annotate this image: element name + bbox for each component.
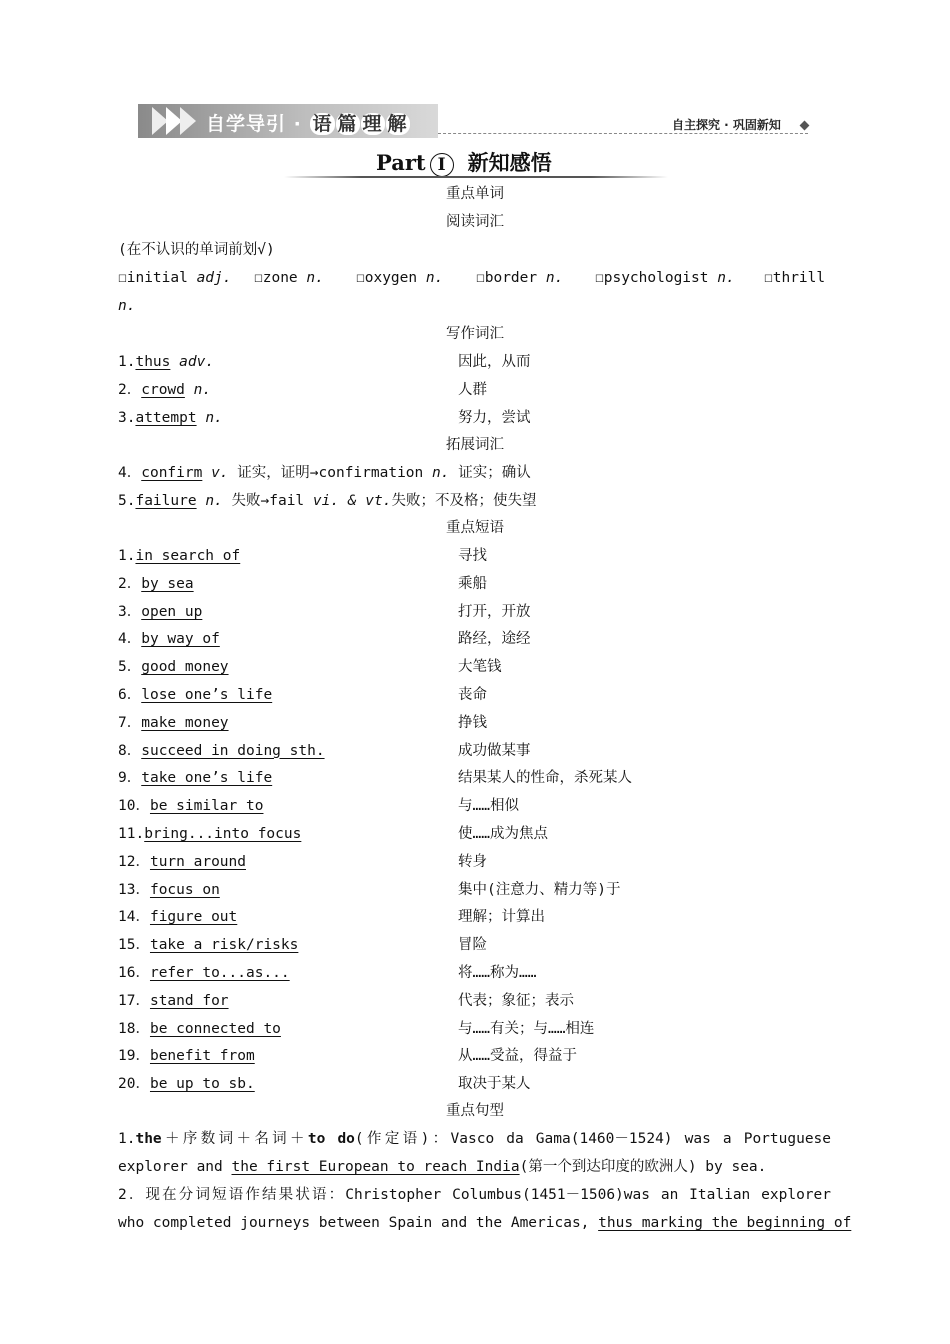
pattern-keyword: to do (307, 1131, 355, 1147)
phrase-item (118, 657, 229, 677)
banner-highlight-char: 篇 (337, 113, 358, 135)
pos: n. (193, 382, 212, 398)
meaning: 代表；象征；表示 (458, 992, 574, 1009)
phrase-item (118, 741, 325, 761)
meaning: 证实；确认 (449, 465, 531, 481)
meaning: 理解；计算出 (458, 909, 545, 926)
word: initial (126, 270, 188, 286)
item-number: 16． (118, 965, 150, 981)
pos: n. (545, 270, 564, 286)
item-number: 12． (118, 853, 150, 870)
answer: thus (135, 354, 171, 370)
banner-divider (438, 133, 808, 134)
meaning: 失败；不及格；使失望 (391, 493, 537, 509)
item-number: 20． (118, 1076, 150, 1093)
item-number: 1. (118, 548, 136, 564)
reading-word (356, 268, 443, 288)
item-number: 5． (118, 659, 142, 676)
answer: take one’s life (141, 770, 273, 787)
item-number: 6． (118, 687, 142, 703)
meaning: 从……受益，得益于 (458, 1048, 577, 1065)
phrase-item (118, 574, 194, 594)
item-number: 1. (118, 1131, 136, 1147)
answer: by sea (141, 575, 194, 592)
item-number: 9． (118, 770, 142, 787)
item-number: 14． (118, 909, 150, 926)
answer: the first European to reach India (231, 1159, 520, 1175)
part-label: Part (376, 150, 426, 175)
reading-word (595, 268, 735, 288)
reading-word (764, 268, 825, 288)
writing-word (118, 380, 211, 400)
item-number: 17． (118, 992, 150, 1009)
meaning: 努力，尝试 (458, 410, 531, 426)
banner-highlight-char: 语 (312, 113, 333, 135)
sentence-line (118, 1129, 831, 1149)
right-tag: 自主探究 · 巩固新知 (672, 118, 781, 132)
phrase-item (118, 1019, 281, 1039)
sentence-text: who completed journeys between Spain and the Americas, (118, 1215, 599, 1231)
sentence-text: explorer and (118, 1159, 232, 1175)
item-number: 2． (118, 382, 142, 398)
pos: vi. & vt. (312, 493, 392, 509)
checkbox-icon: ☐ (595, 270, 604, 286)
phrase-item (118, 1046, 255, 1066)
item-number: 2． (118, 575, 142, 592)
meaning: 成功做某事 (458, 742, 531, 759)
meaning: 冒险 (458, 937, 487, 954)
checkbox-icon: ☐ (254, 270, 263, 286)
item-number: 3. (118, 410, 136, 426)
extended-word (118, 463, 531, 483)
banner-highlight-char: 理 (362, 113, 383, 135)
answer: crowd (141, 382, 185, 398)
item-number: 1. (118, 354, 136, 370)
answer: benefit from (149, 1048, 255, 1065)
pattern-rule: ＋序数词＋名词＋ (161, 1131, 308, 1147)
pos: n. (205, 493, 223, 509)
word-family: 失败→fail (222, 493, 313, 509)
sentence-line: 2．现在分词短语作结果状语：Christopher Columbus(1451－1506)was an Italian explorer (118, 1187, 831, 1203)
pos: adj. (196, 270, 232, 286)
item-number: 3． (118, 603, 142, 620)
word: border (484, 270, 538, 286)
phrase-item (118, 852, 246, 872)
answer: thus marking the beginning of (598, 1215, 852, 1231)
heading-key-sentences: 重点句型 (446, 1103, 504, 1119)
part-cn: 新知感悟 (467, 151, 552, 175)
writing-word (118, 408, 223, 428)
heading-extended-vocab: 拓展词汇 (446, 437, 504, 453)
checkbox-icon: ☐ (764, 270, 773, 286)
pos: n. (205, 410, 223, 426)
meaning: 乘船 (458, 575, 487, 592)
phrase-item (118, 713, 229, 733)
answer: by way of (141, 631, 220, 648)
answer: make money (141, 714, 229, 731)
phrase-item (118, 824, 301, 844)
checkbox-icon: ☐ (118, 270, 127, 286)
phrase-item (118, 685, 272, 705)
answer: succeed in doing sth. (141, 742, 325, 759)
answer: be similar to (149, 798, 264, 815)
word: zone (262, 270, 298, 286)
answer: be connected to (149, 1020, 281, 1037)
answer: bring...into focus (144, 826, 302, 842)
instruction: (在不认识的单词前划√) (118, 242, 275, 258)
writing-word (118, 352, 214, 372)
answer: in search of (135, 548, 241, 564)
banner-title (206, 109, 410, 136)
answer: open up (141, 603, 203, 620)
checkbox-icon: ☐ (476, 270, 485, 286)
reading-word (118, 268, 232, 288)
phrase-item (118, 546, 240, 566)
word: thrill (772, 270, 826, 286)
answer: good money (141, 659, 229, 676)
pattern-rule: (作定语)：Vasco da Gama(1460－1524) was a Portuguese (354, 1131, 832, 1147)
phrase-item (118, 768, 272, 788)
item-number: 19． (118, 1048, 150, 1065)
heading-key-phrases: 重点短语 (446, 520, 504, 536)
pos: n. (717, 270, 735, 286)
diamond-icon (800, 121, 810, 131)
banner-highlight-char: 解 (387, 113, 408, 135)
meaning: 因此，从而 (458, 354, 531, 370)
answer: confirm (141, 465, 203, 481)
heading-writing-vocab: 写作词汇 (446, 326, 504, 342)
phrase-item (118, 907, 237, 927)
part-title (376, 147, 552, 177)
pos: n. (118, 298, 136, 314)
banner-dot: · (293, 113, 302, 135)
answer: lose one’s life (141, 687, 273, 703)
answer: focus on (149, 881, 220, 898)
phrase-item (118, 935, 298, 955)
answer: refer to...as... (149, 965, 290, 981)
part-roman: I (430, 153, 454, 177)
answer: be up to sb. (149, 1076, 255, 1093)
meaning: 转身 (458, 853, 487, 870)
section-banner (138, 104, 438, 138)
sentence-line (118, 1157, 766, 1177)
phrase-item (118, 1074, 255, 1094)
pattern-keyword: the (135, 1131, 162, 1147)
word: oxygen (364, 270, 418, 286)
banner-plain: 自学导引 (206, 113, 287, 135)
meaning: 路经，途经 (458, 631, 531, 648)
meaning: 寻找 (458, 548, 487, 564)
item-number: 10． (118, 798, 150, 815)
item-number: 5. (118, 493, 136, 509)
phrase-item (118, 629, 220, 649)
phrase-item (118, 963, 290, 983)
pos: n. (306, 270, 324, 286)
meaning: 大笔钱 (458, 659, 502, 676)
meaning: 集中(注意力、精力等)于 (458, 881, 621, 898)
meaning: 人群 (458, 382, 487, 398)
phrase-item (118, 796, 263, 816)
pos: v. (211, 465, 229, 481)
chevron-icon (180, 107, 196, 135)
meaning: 打开，开放 (458, 603, 531, 620)
meaning: 丧命 (458, 687, 487, 703)
meaning: 将……称为…… (458, 965, 537, 981)
pos: n. (425, 270, 444, 286)
item-number: 4． (118, 631, 142, 648)
checkbox-icon: ☐ (356, 270, 365, 286)
phrase-item (118, 602, 202, 622)
item-number: 18． (118, 1020, 150, 1037)
meaning: 取决于某人 (458, 1076, 531, 1093)
item-number: 7． (118, 714, 142, 731)
reading-word (476, 268, 563, 288)
meaning: 与……相似 (458, 798, 519, 815)
item-number: 11. (118, 826, 145, 842)
answer: attempt (135, 410, 197, 426)
item-number: 15． (118, 937, 150, 954)
meaning: 使……成为焦点 (458, 826, 548, 842)
sentence-line (118, 1213, 852, 1233)
part-underline (284, 176, 668, 178)
word-family: 证实，证明→confirmation (228, 465, 432, 481)
item-number: 4． (118, 465, 142, 481)
phrase-item (118, 880, 220, 900)
answer: turn around (149, 853, 246, 870)
phrase-item (118, 991, 229, 1011)
sentence-text: (第一个到达印度的欧洲人) by sea. (519, 1159, 767, 1175)
pos: n. (432, 465, 450, 481)
meaning: 结果某人的性命，杀死某人 (458, 770, 632, 787)
answer: failure (135, 493, 197, 509)
heading-key-words: 重点单词 (446, 186, 504, 202)
answer: figure out (149, 909, 238, 926)
heading-reading-vocab: 阅读词汇 (446, 214, 504, 230)
word: psychologist (603, 270, 709, 286)
meaning: 与……有关；与……相连 (458, 1020, 595, 1037)
reading-word (254, 268, 324, 288)
extended-word (118, 491, 536, 511)
answer: take a risk/risks (149, 937, 299, 954)
pos: adv. (179, 354, 215, 370)
meaning: 挣钱 (458, 714, 487, 731)
item-number: 13． (118, 881, 150, 898)
item-number: 8． (118, 742, 142, 759)
answer: stand for (149, 992, 229, 1009)
